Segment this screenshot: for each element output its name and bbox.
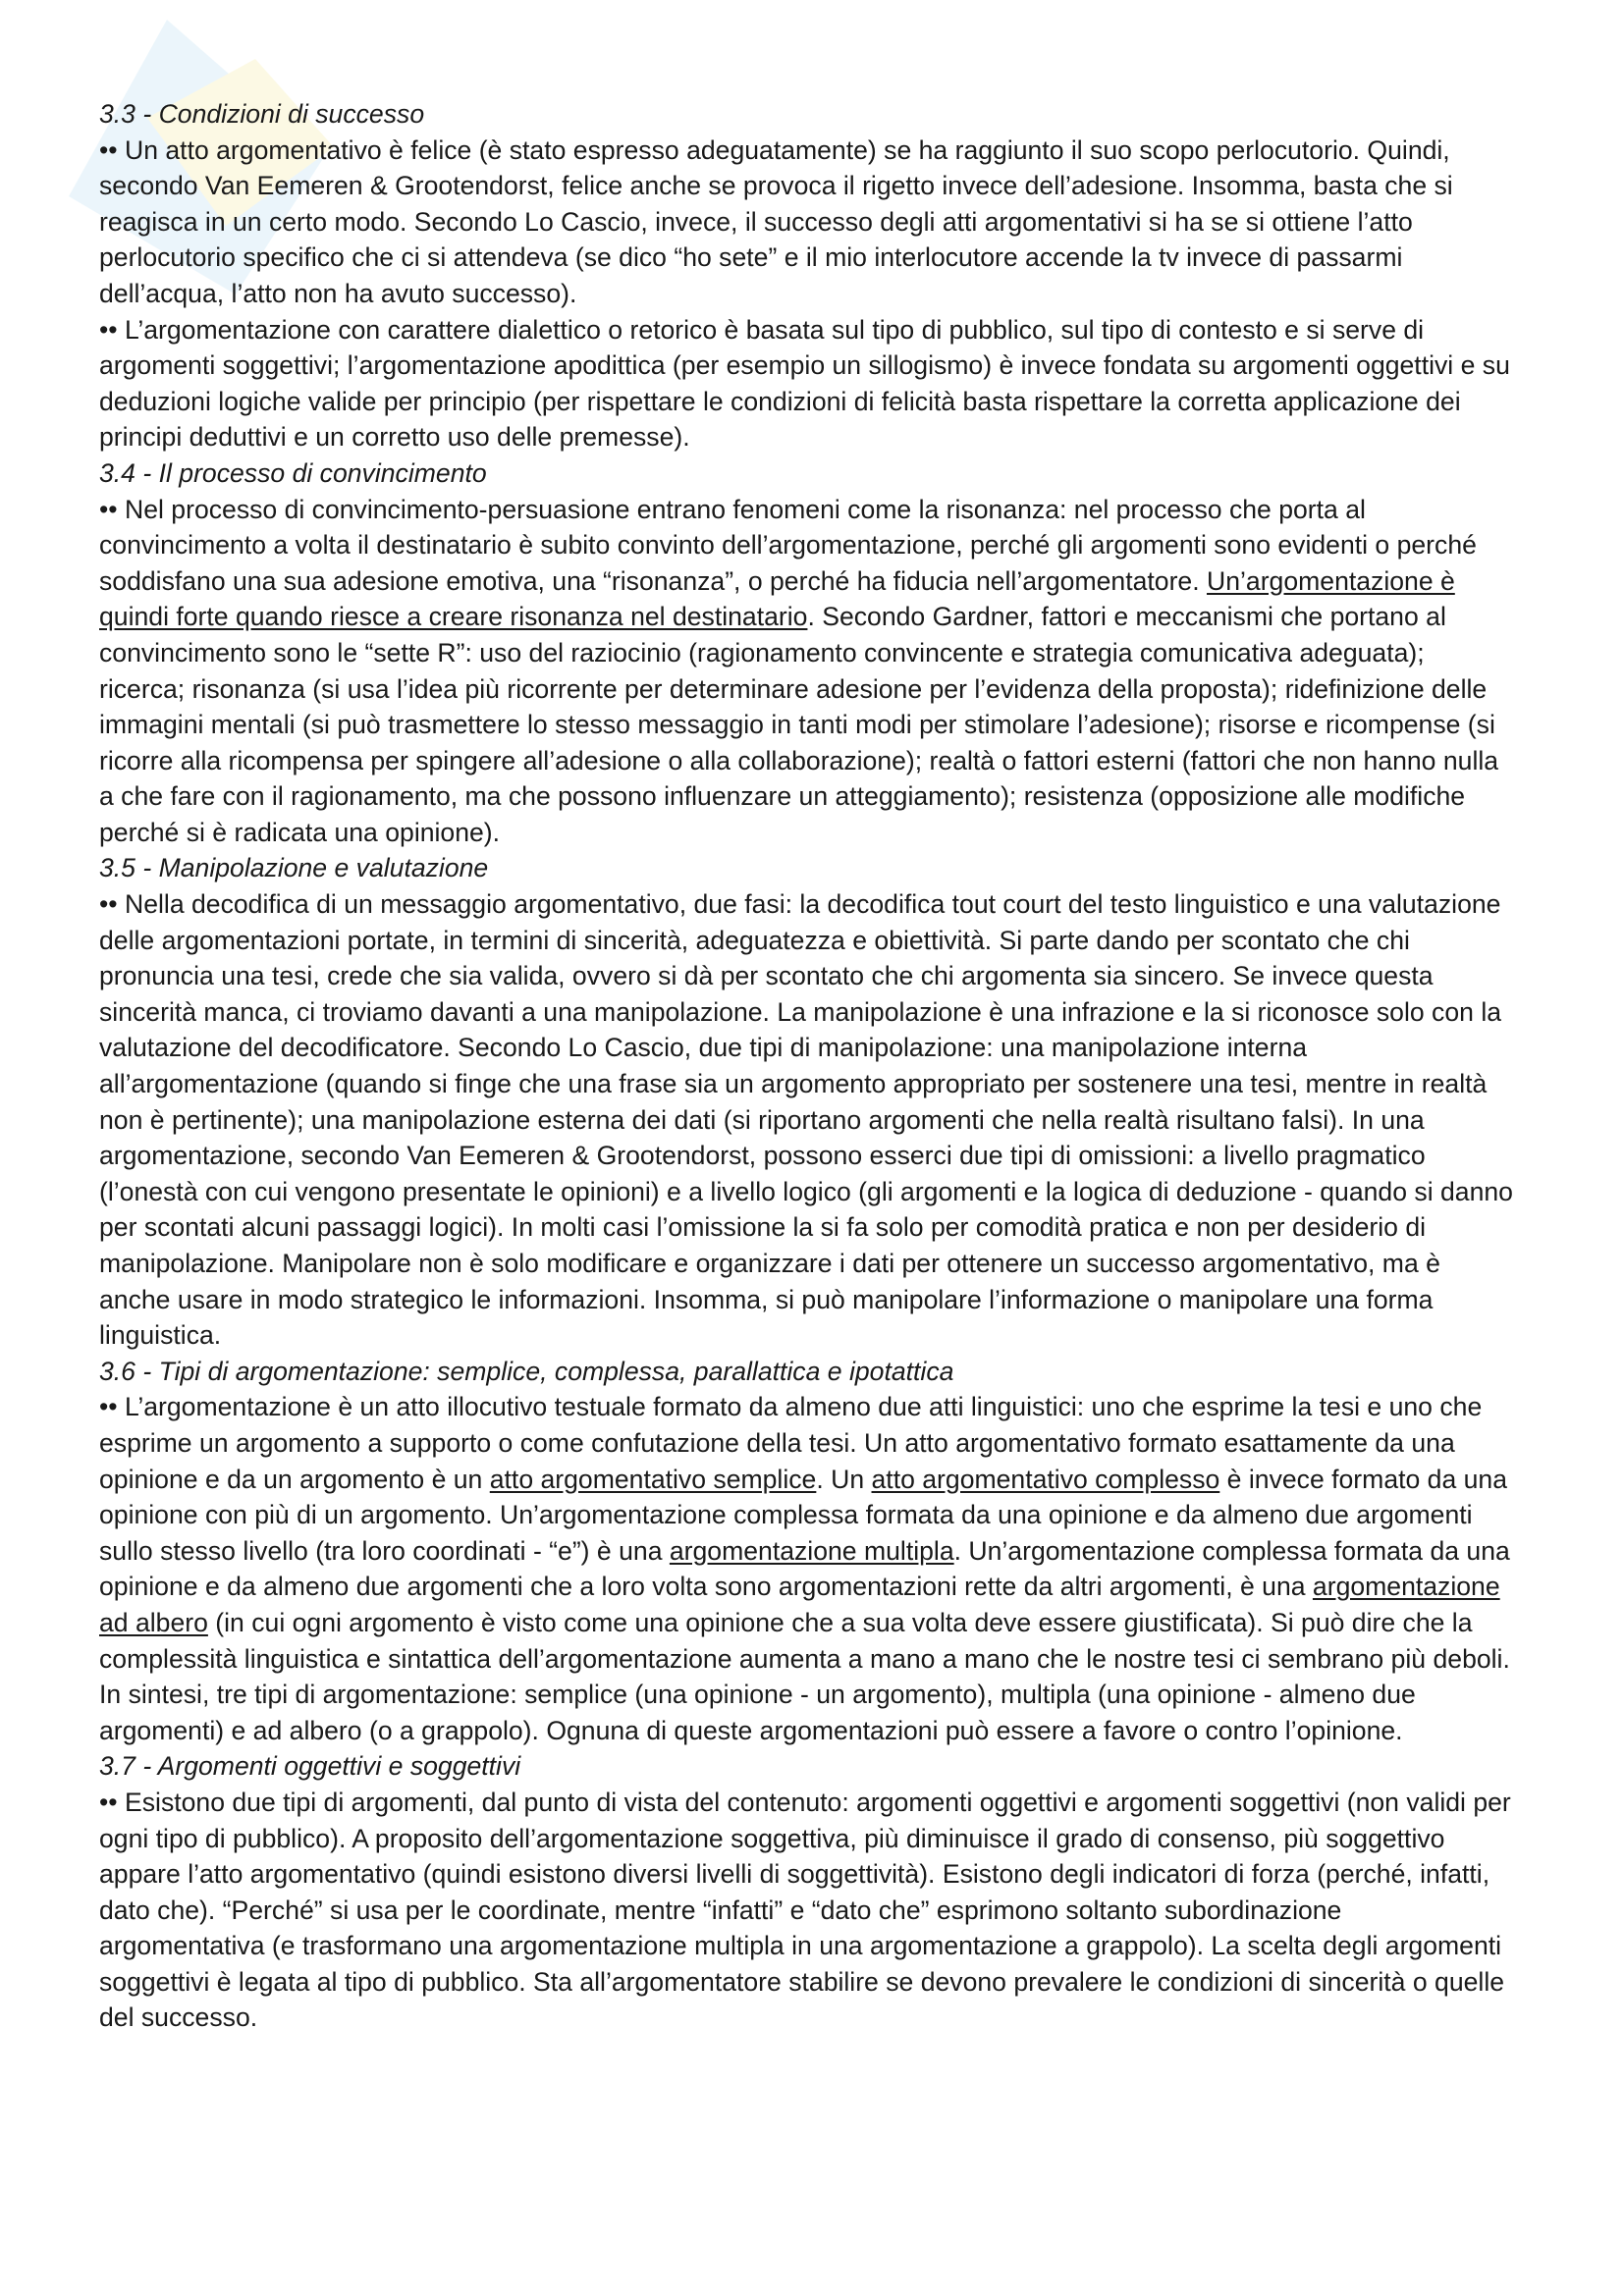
underlined-term: argomentazione ad albero	[99, 1572, 1500, 1637]
text-run: (in cui ogni argomento è visto come una opinione che a sua volta deve essere giustificata). Si può dire che la complessità linguistica e sintattica dell’argomentazione aumenta a mano a mano che le nostre tesi ci sembrano più deboli. In sintesi, tre tipi di argomentazione: semplice (una opinione - un argomento), multipla (una opinione - almeno due argomenti) e ad albero (o a grappolo). Ognuna di queste argomentazioni può essere a favore o contro l’opinione.	[99, 1607, 1510, 1745]
text-run: •• Nel processo di convincimento-persuasione entrano fenomeni come la risonanza: nel processo che porta al convincimento a volta il destinatario è subito convinto dell’argomentazione, perché gli argomenti sono evidenti o perché soddisfano una sua adesione emotiva, una “risonanza”, o perché ha fiducia nell’argomentatore.	[99, 494, 1477, 596]
section-heading: 3.3 - Condizioni di successo	[99, 99, 425, 129]
text-run: •• L’argomentazione con carattere dialettico o retorico è basata sul tipo di pubblico, sul tipo di contesto e si serve di argomenti soggettivi; l’argomentazione apodittica (per esempio un sillogismo) è invece fondata su argomenti oggettivi e su deduzioni logiche valide per principio (per rispettare le condizioni di felicità basta rispettare la corretta applicazione dei principi deduttivi e un corretto uso delle premesse).	[99, 314, 1510, 453]
text-run: •• Esistono due tipi di argomenti, dal punto di vista del contenuto: argomenti oggettivi e argomenti soggettivi (non validi per ogni tipo di pubblico). A proposito dell’argomentazione soggettiva, più diminuisce il grado di consenso, più soggettivo appare l’atto argomentativo (quindi esistono diversi livelli di soggettività). Esistono degli indicatori di forza (perché, infatti, dato che). “Perché” si usa per le coordinate, mentre “infatti” e “dato che” esprimono soltanto subordinazione argomentativa (e trasformano una argomentazione multipla in una argomentazione a grappolo). La scelta degli argomenti soggettivi è legata al tipo di pubblico. Sta all’argomentatore stabilire se devono prevalere le condizioni di sincerità o quelle del successo.	[99, 1787, 1511, 2033]
document-page	[99, 96, 1513, 2036]
paragraph	[99, 312, 1513, 455]
underlined-term: Un’argomentazione è quindi forte quando riesce a creare risonanza nel destinatario	[99, 565, 1455, 632]
paragraph	[99, 1785, 1513, 2036]
underlined-term: atto argomentativo semplice	[489, 1464, 817, 1494]
text-run: . Un	[816, 1464, 872, 1494]
section-heading: 3.5 - Manipolazione e valutazione	[99, 853, 489, 883]
text-run: . Un’argomentazione complessa formata da una opinione e da almeno due argomenti che a loro volta sono argomentazioni rette da altri argomenti, è una	[99, 1535, 1510, 1602]
text-run: •• Nella decodifica di un messaggio argomentativo, due fasi: la decodifica tout court del testo linguistico e una valutazione delle argomentazioni portate, in termini di sincerità, adeguatezza e obiettività. Si parte dando per scontato che chi pronuncia una tesi, crede che sia valida, ovvero si dà per scontato che chi argomenta sia sincero. Se invece questa sincerità manca, ci troviamo davanti a una manipolazione. La manipolazione è una infrazione e la si riconosce solo con la valutazione del decodificatore. Secondo Lo Cascio, due tipi di manipolazione: una manipolazione interna all’argomentazione (quando si finge che una frase sia un argomento appropriato per sostenere una tesi, mentre in realtà non è pertinente); una manipolazione esterna dei dati (si riportano argomenti che nella realtà risultano falsi). In una argomentazione, secondo Van Eemeren & Grootendorst, possono esserci due tipi di omissioni: a livello pragmatico (l’onestà con cui vengono presentate le opinioni) e a livello logico (gli argomenti e la logica di deduzione - quando si danno per scontati alcuni passaggi logici). In molti casi l’omissione la si fa solo per comodità pratica e non per desiderio di manipolazione. Manipolare non è solo modificare e organizzare i dati per ottenere un successo argomentativo, ma è anche usare in modo strategico le informazioni. Insomma, si può manipolare l’informazione o manipolare una forma linguistica.	[99, 889, 1513, 1351]
underlined-term: atto argomentativo complesso	[871, 1464, 1220, 1494]
text-run: •• L’argomentazione è un atto illocutivo testuale formato da almeno due atti linguistici: uno che esprime la tesi e uno che esprime un argomento a supporto o come confutazione della tesi. Un atto argomentativo formato esattamente da una opinione e da un argomento è un	[99, 1392, 1483, 1494]
section-heading: 3.4 - Il processo di convincimento	[99, 457, 487, 488]
section-heading: 3.6 - Tipi di argomentazione: semplice, complessa, parallattica e ipotattica	[99, 1356, 954, 1386]
section-heading: 3.7 - Argomenti oggettivi e soggettivi	[99, 1751, 521, 1782]
text-run: . Secondo Gardner, fattori e meccanismi che portano al convincimento sono le “sette R”: uso del raziocinio (ragionamento convincente e strategia comunicativa adeguata); ricerca; risonanza (si usa l’idea più ricorrente per determinare adesione per l’evidenza della proposta); ridefinizione delle immagini mentali (si può trasmettere lo stesso messaggio in tanti modi per stimolare l’adesione); risorse e ricompense (si ricorre alla ricompensa per spingere all’adesione o alla collaborazione); realtà o fattori esterni (fattori che non hanno nulla a che fare con il ragionamento, ma che possono influenzare un atteggiamento); resistenza (opposizione alle modifiche perché si è radicata una opinione).	[99, 602, 1499, 847]
paragraph	[99, 492, 1513, 851]
paragraph	[99, 1389, 1513, 1748]
underlined-term: argomentazione multipla	[669, 1535, 954, 1566]
paragraph	[99, 133, 1513, 312]
text-run: è invece formato da una opinione con più di un argomento. Un’argomentazione complessa formata da una opinione e da almeno due argomenti sullo stesso livello (tra loro coordinati - “e”) è una	[99, 1464, 1508, 1566]
paragraph	[99, 886, 1513, 1354]
text-run: •• Un atto argomentativo è felice (è stato espresso adeguatamente) se ha raggiunto il suo scopo perlocutorio. Quindi, secondo Van Eemeren & Grootendorst, felice anche se provoca il rigetto invece dell’adesione. Insomma, basta che si reagisca in un certo modo. Secondo Lo Cascio, invece, il successo degli atti argomentativi si ha se si ottiene l’atto perlocutorio specifico che ci si attendeva (se dico “ho sete” e il mio interlocutore accende la tv invece di passarmi dell’acqua, l’atto non ha avuto successo).	[99, 134, 1453, 308]
